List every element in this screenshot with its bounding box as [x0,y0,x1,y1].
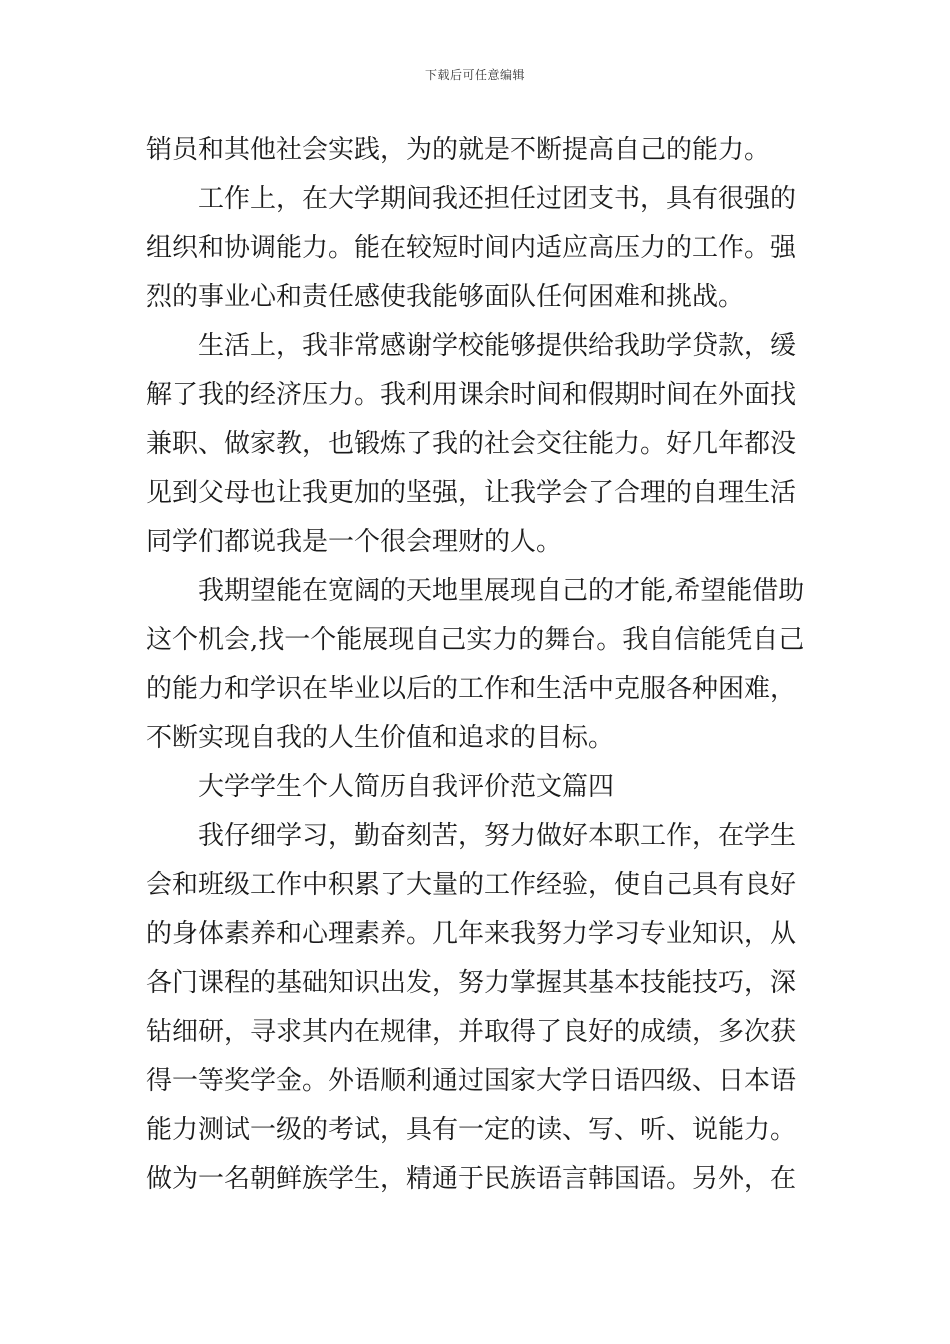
text-line: 能力测试一级的考试，具有一定的读、写、听、说能力。 [146,1115,797,1145]
section-heading: 大学学生个人简历自我评价范文篇四 [198,772,615,802]
text-line: 组织和协调能力。能在较短时间内适应高压力的工作。强 [146,233,797,263]
text-line: 得一等奖学金。外语顺利通过国家大学日语四级、日本语 [146,1066,797,1096]
text-line: 解了我的经济压力。我利用课余时间和假期时间在外面找 [146,380,797,410]
text-line: 钻细研，寻求其内在规律，并取得了良好的成绩，多次获 [146,1017,797,1047]
text-line: 烈的事业心和责任感使我能够面队任何困难和挑战。 [146,282,745,312]
text-line: 这个机会,找一个能展现自己实力的舞台。我自信能凭自己 [146,625,805,655]
document-body [146,126,806,1204]
text-line: 各门课程的基础知识出发，努力掌握其基本技能技巧，深 [146,968,797,998]
page-header: 下载后可任意编辑 [424,68,525,82]
text-line: 见到父母也让我更加的坚强，让我学会了合理的自理生活 [146,478,797,508]
text-line: 做为一名朝鲜族学生，精通于民族语言韩国语。另外，在 [146,1164,797,1194]
text-line: 我仔细学习，勤奋刻苦，努力做好本职工作，在学生 [198,821,797,851]
text-line: 不断实现自我的人生价值和追求的目标。 [146,723,615,753]
text-line: 生活上，我非常感谢学校能够提供给我助学贷款，缓 [198,331,797,361]
text-line: 的能力和学识在毕业以后的工作和生活中克服各种困难， [146,674,797,704]
text-line: 会和班级工作中积累了大量的工作经验，使自己具有良好 [146,870,797,900]
text-line: 同学们都说我是一个很会理财的人。 [146,527,563,557]
text-line: 销员和其他社会实践，为的就是不断提高自己的能力。 [146,135,771,165]
text-line: 我期望能在宽阔的天地里展现自己的才能,希望能借助 [198,576,805,606]
text-line: 的身体素养和心理素养。几年来我努力学习专业知识，从 [146,919,797,949]
text-line: 兼职、做家教，也锻炼了我的社会交往能力。好几年都没 [146,429,797,459]
text-line: 工作上，在大学期间我还担任过团支书，具有很强的 [198,184,797,214]
